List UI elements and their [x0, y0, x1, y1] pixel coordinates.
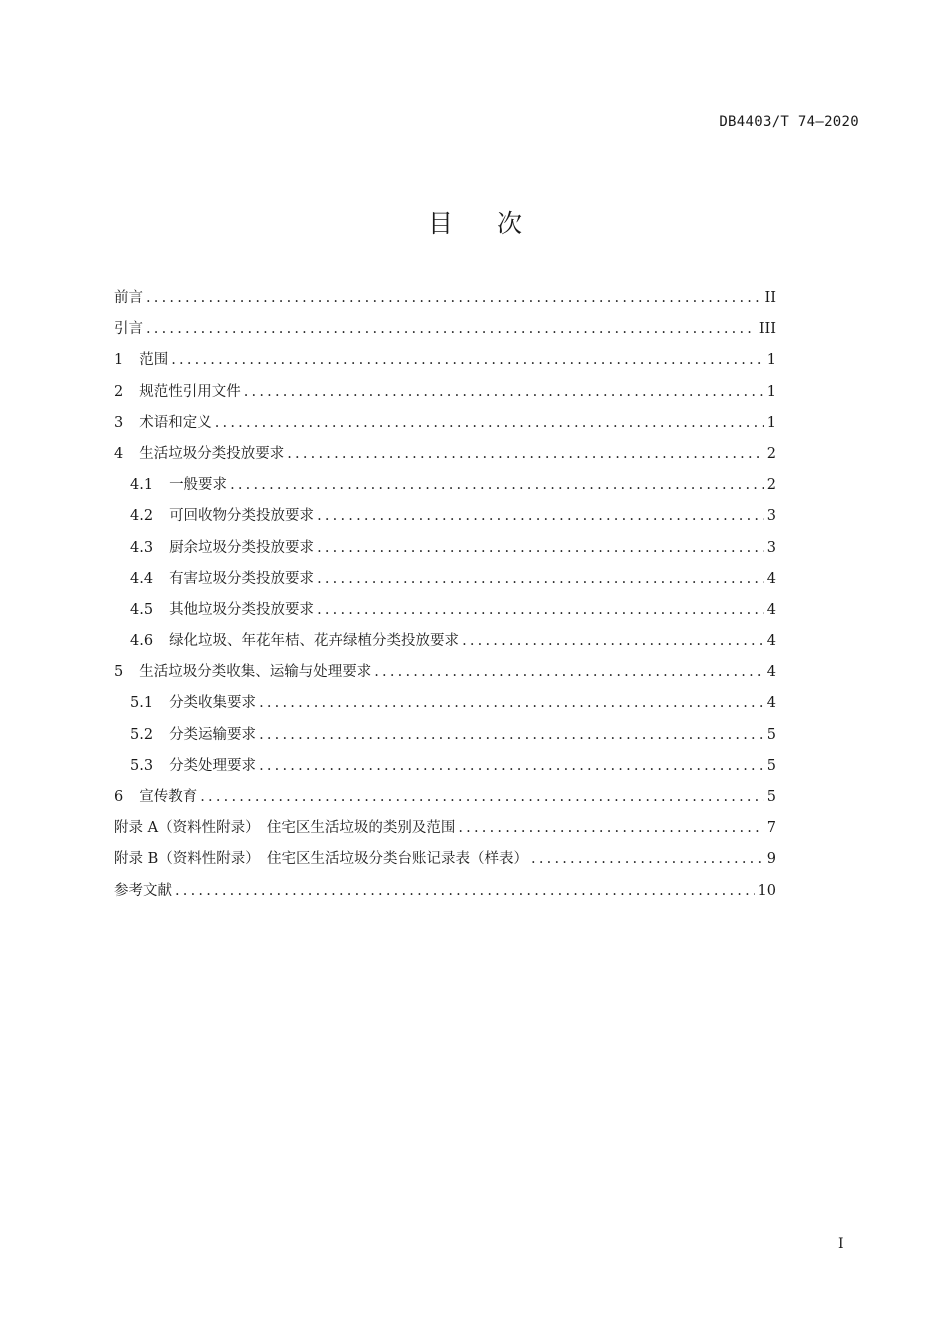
toc-entry-number: 3 — [114, 414, 124, 431]
toc-entry[interactable] — [114, 751, 776, 782]
toc-entry-label: 分类运输要求 — [169, 726, 257, 743]
toc-entry-label: 参考文献 — [114, 882, 172, 899]
toc-entry-label: 规范性引用文件 — [139, 383, 241, 400]
toc-entry-page: 4 — [766, 695, 776, 712]
dot-leader — [259, 688, 764, 719]
toc-entry-number: 4.5 — [130, 601, 154, 618]
dot-leader — [317, 564, 764, 595]
dot-leader — [374, 657, 764, 688]
toc-entry-label: 分类处理要求 — [169, 757, 257, 774]
toc-entry-number: 5.2 — [130, 726, 154, 743]
toc-entry[interactable] — [114, 283, 776, 314]
toc-entry[interactable] — [114, 377, 776, 408]
toc-entry-number: 4.3 — [130, 539, 154, 556]
toc-entry-page: 2 — [766, 445, 776, 462]
toc-entry-label: 术语和定义 — [139, 414, 212, 431]
toc-entry-label: 其他垃圾分类投放要求 — [169, 601, 315, 618]
toc-entry-page: 7 — [766, 820, 776, 837]
toc-entry-label: 分类收集要求 — [169, 695, 257, 712]
toc-entry-number: 1 — [114, 352, 124, 369]
toc-entry-label: 绿化垃圾、年花年桔、花卉绿植分类投放要求 — [169, 633, 460, 650]
toc-entry-page: 5 — [766, 757, 776, 774]
dot-leader — [171, 345, 764, 376]
toc-entry-page: III — [758, 321, 776, 338]
toc-entry-number: 4.4 — [130, 570, 154, 587]
dot-leader — [317, 501, 764, 532]
toc-entry[interactable] — [114, 470, 776, 501]
dot-leader — [317, 533, 764, 564]
toc-entry-label: 前言 — [114, 290, 143, 306]
toc-entry-number: 4.2 — [130, 508, 154, 525]
dot-leader — [230, 470, 764, 501]
toc-entry[interactable] — [114, 564, 776, 595]
toc-entry[interactable] — [114, 533, 776, 564]
toc-entry-page: 4 — [766, 570, 776, 587]
toc-entry-number: 4.6 — [130, 633, 154, 650]
toc-entry-page: 9 — [766, 851, 776, 868]
toc-entry-label: 厨余垃圾分类投放要求 — [169, 539, 315, 556]
toc-entry-page: 3 — [766, 539, 776, 556]
toc-entry[interactable] — [114, 782, 776, 813]
dot-leader — [215, 408, 764, 439]
dot-leader — [146, 314, 756, 345]
table-of-contents — [114, 283, 776, 907]
toc-entry[interactable] — [114, 408, 776, 439]
page-title: 目次 — [427, 209, 566, 238]
toc-entry-label: 生活垃圾分类投放要求 — [139, 445, 285, 462]
toc-entry-page: 1 — [766, 352, 776, 369]
toc-entry-number: 5 — [114, 664, 124, 681]
toc-entry-number: 4 — [114, 445, 124, 462]
toc-entry-page: 1 — [766, 414, 776, 431]
toc-entry[interactable] — [114, 595, 776, 626]
toc-entry-number: 5.1 — [130, 695, 154, 712]
toc-entry[interactable] — [114, 345, 776, 376]
dot-leader — [175, 876, 755, 907]
toc-entry-page: 1 — [766, 383, 776, 400]
toc-entry[interactable] — [114, 844, 776, 875]
toc-entry-label: 生活垃圾分类收集、运输与处理要求 — [139, 664, 372, 681]
toc-entry-label: 引言 — [114, 321, 143, 338]
toc-entry[interactable] — [114, 688, 776, 719]
toc-entry-page: 4 — [766, 633, 776, 650]
toc-entry[interactable] — [114, 876, 776, 907]
toc-entry-page: 2 — [766, 477, 776, 494]
toc-entry-page: 4 — [766, 664, 776, 681]
toc-entry[interactable] — [114, 314, 776, 345]
toc-entry-page: 5 — [766, 789, 776, 805]
toc-entry[interactable] — [114, 813, 776, 844]
document-code: DB4403/T 74—2020 — [719, 114, 859, 130]
toc-entry-label: 有害垃圾分类投放要求 — [169, 570, 315, 587]
toc-entry[interactable] — [114, 626, 776, 657]
toc-entry-label: 附录 B（资料性附录） 住宅区生活垃圾分类台账记录表（样表） — [114, 851, 529, 868]
dot-leader — [287, 439, 764, 470]
toc-entry-page: 5 — [766, 726, 776, 743]
dot-leader — [244, 377, 764, 408]
toc-entry[interactable] — [114, 657, 776, 688]
toc-entry-label: 范围 — [139, 352, 169, 369]
toc-entry-label: 一般要求 — [169, 477, 228, 494]
dot-leader — [317, 595, 764, 626]
toc-entry-number: 5.3 — [130, 757, 154, 774]
dot-leader — [259, 720, 764, 751]
toc-entry-number: 6 — [114, 789, 124, 805]
toc-entry-page: 10 — [757, 882, 776, 899]
dot-leader — [200, 782, 764, 813]
toc-entry-page: 3 — [766, 508, 776, 525]
toc-entry-page: II — [764, 290, 776, 306]
page-number: I — [838, 1236, 844, 1252]
dot-leader — [531, 844, 764, 875]
toc-entry-label: 宣传教育 — [139, 789, 198, 805]
dot-leader — [259, 751, 764, 782]
toc-entry[interactable] — [114, 720, 776, 751]
toc-entry[interactable] — [114, 501, 776, 532]
toc-entry-number: 2 — [114, 383, 124, 400]
toc-entry-page: 4 — [766, 601, 776, 618]
dot-leader — [146, 283, 762, 314]
toc-entry[interactable] — [114, 439, 776, 470]
toc-entry-label: 附录 A（资料性附录） 住宅区生活垃圾的类别及范围 — [114, 820, 456, 837]
dot-leader — [458, 813, 763, 844]
toc-entry-label: 可回收物分类投放要求 — [169, 508, 315, 525]
toc-entry-number: 4.1 — [130, 477, 154, 494]
dot-leader — [462, 626, 764, 657]
